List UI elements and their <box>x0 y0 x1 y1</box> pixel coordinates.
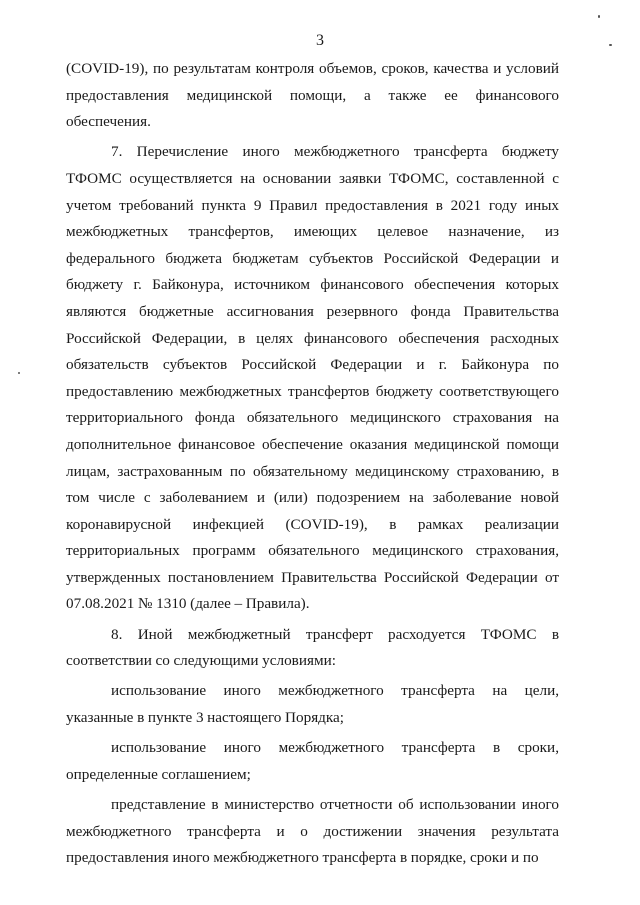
paragraph-continuation: (COVID-19), по результатам контроля объемов, сроков, качества и условий предоставления медицинской помощи, а также ее финансового обеспечения. <box>66 60 559 131</box>
paragraph-item-7: 7. Перечисление иного межбюджетного трансферта бюджету ТФОМС осуществляется на основании заявки ТФОМС, составленной с учетом требований пункта 9 Правил предоставления в 2021 году иных межбюджетных трансфертов, имеющих целевое назначение, из федерального бюджета бюджетам субъектов Российской Федерации и бюджету г. Байконура, источником финансового обеспечения которых являются бюджетные ассигнования резервного фонда Правительства Российской Федерации, в целях финансового обеспечения расходных обязательств субъектов Российской Федерации и г. Байконура по предоставлению межбюджетных трансфертов бюджету соответствующего территориального фонда обязательного медицинского страхования на дополнительное финансовое обеспечение оказания медицинской помощи лицам, застрахованным по обязательному медицинскому страхованию, в том числе с заболеванием и (или) подозрением на заболевание новой коронавирусной инфекцией (COVID-19), в рамках реализации территориальных программ обязательного медицинского страхования, утвержденных постановлением Правительства Российской Федерации от 07.08.2021 № 1310 (далее – Правила). <box>66 143 559 613</box>
scan-speck <box>609 44 612 46</box>
page-number: 3 <box>316 32 324 49</box>
scan-speck <box>18 372 20 374</box>
scan-speck <box>598 15 600 18</box>
condition-deadlines: использование иного межбюджетного трансферта в сроки, определенные соглашением; <box>66 739 559 783</box>
condition-reporting: представление в министерство отчетности об использовании иного межбюджетного трансферта и о достижении значения результата предоставления иного межбюджетного трансферта в порядке, сроки и по <box>66 796 559 867</box>
paragraph-item-8: 8. Иной межбюджетный трансферт расходуется ТФОМС в соответствии со следующими условиями: <box>66 625 559 670</box>
document-body <box>66 56 559 872</box>
condition-target-use: использование иного межбюджетного трансферта на цели, указанные в пункте 3 настоящего Порядка; <box>66 682 559 727</box>
